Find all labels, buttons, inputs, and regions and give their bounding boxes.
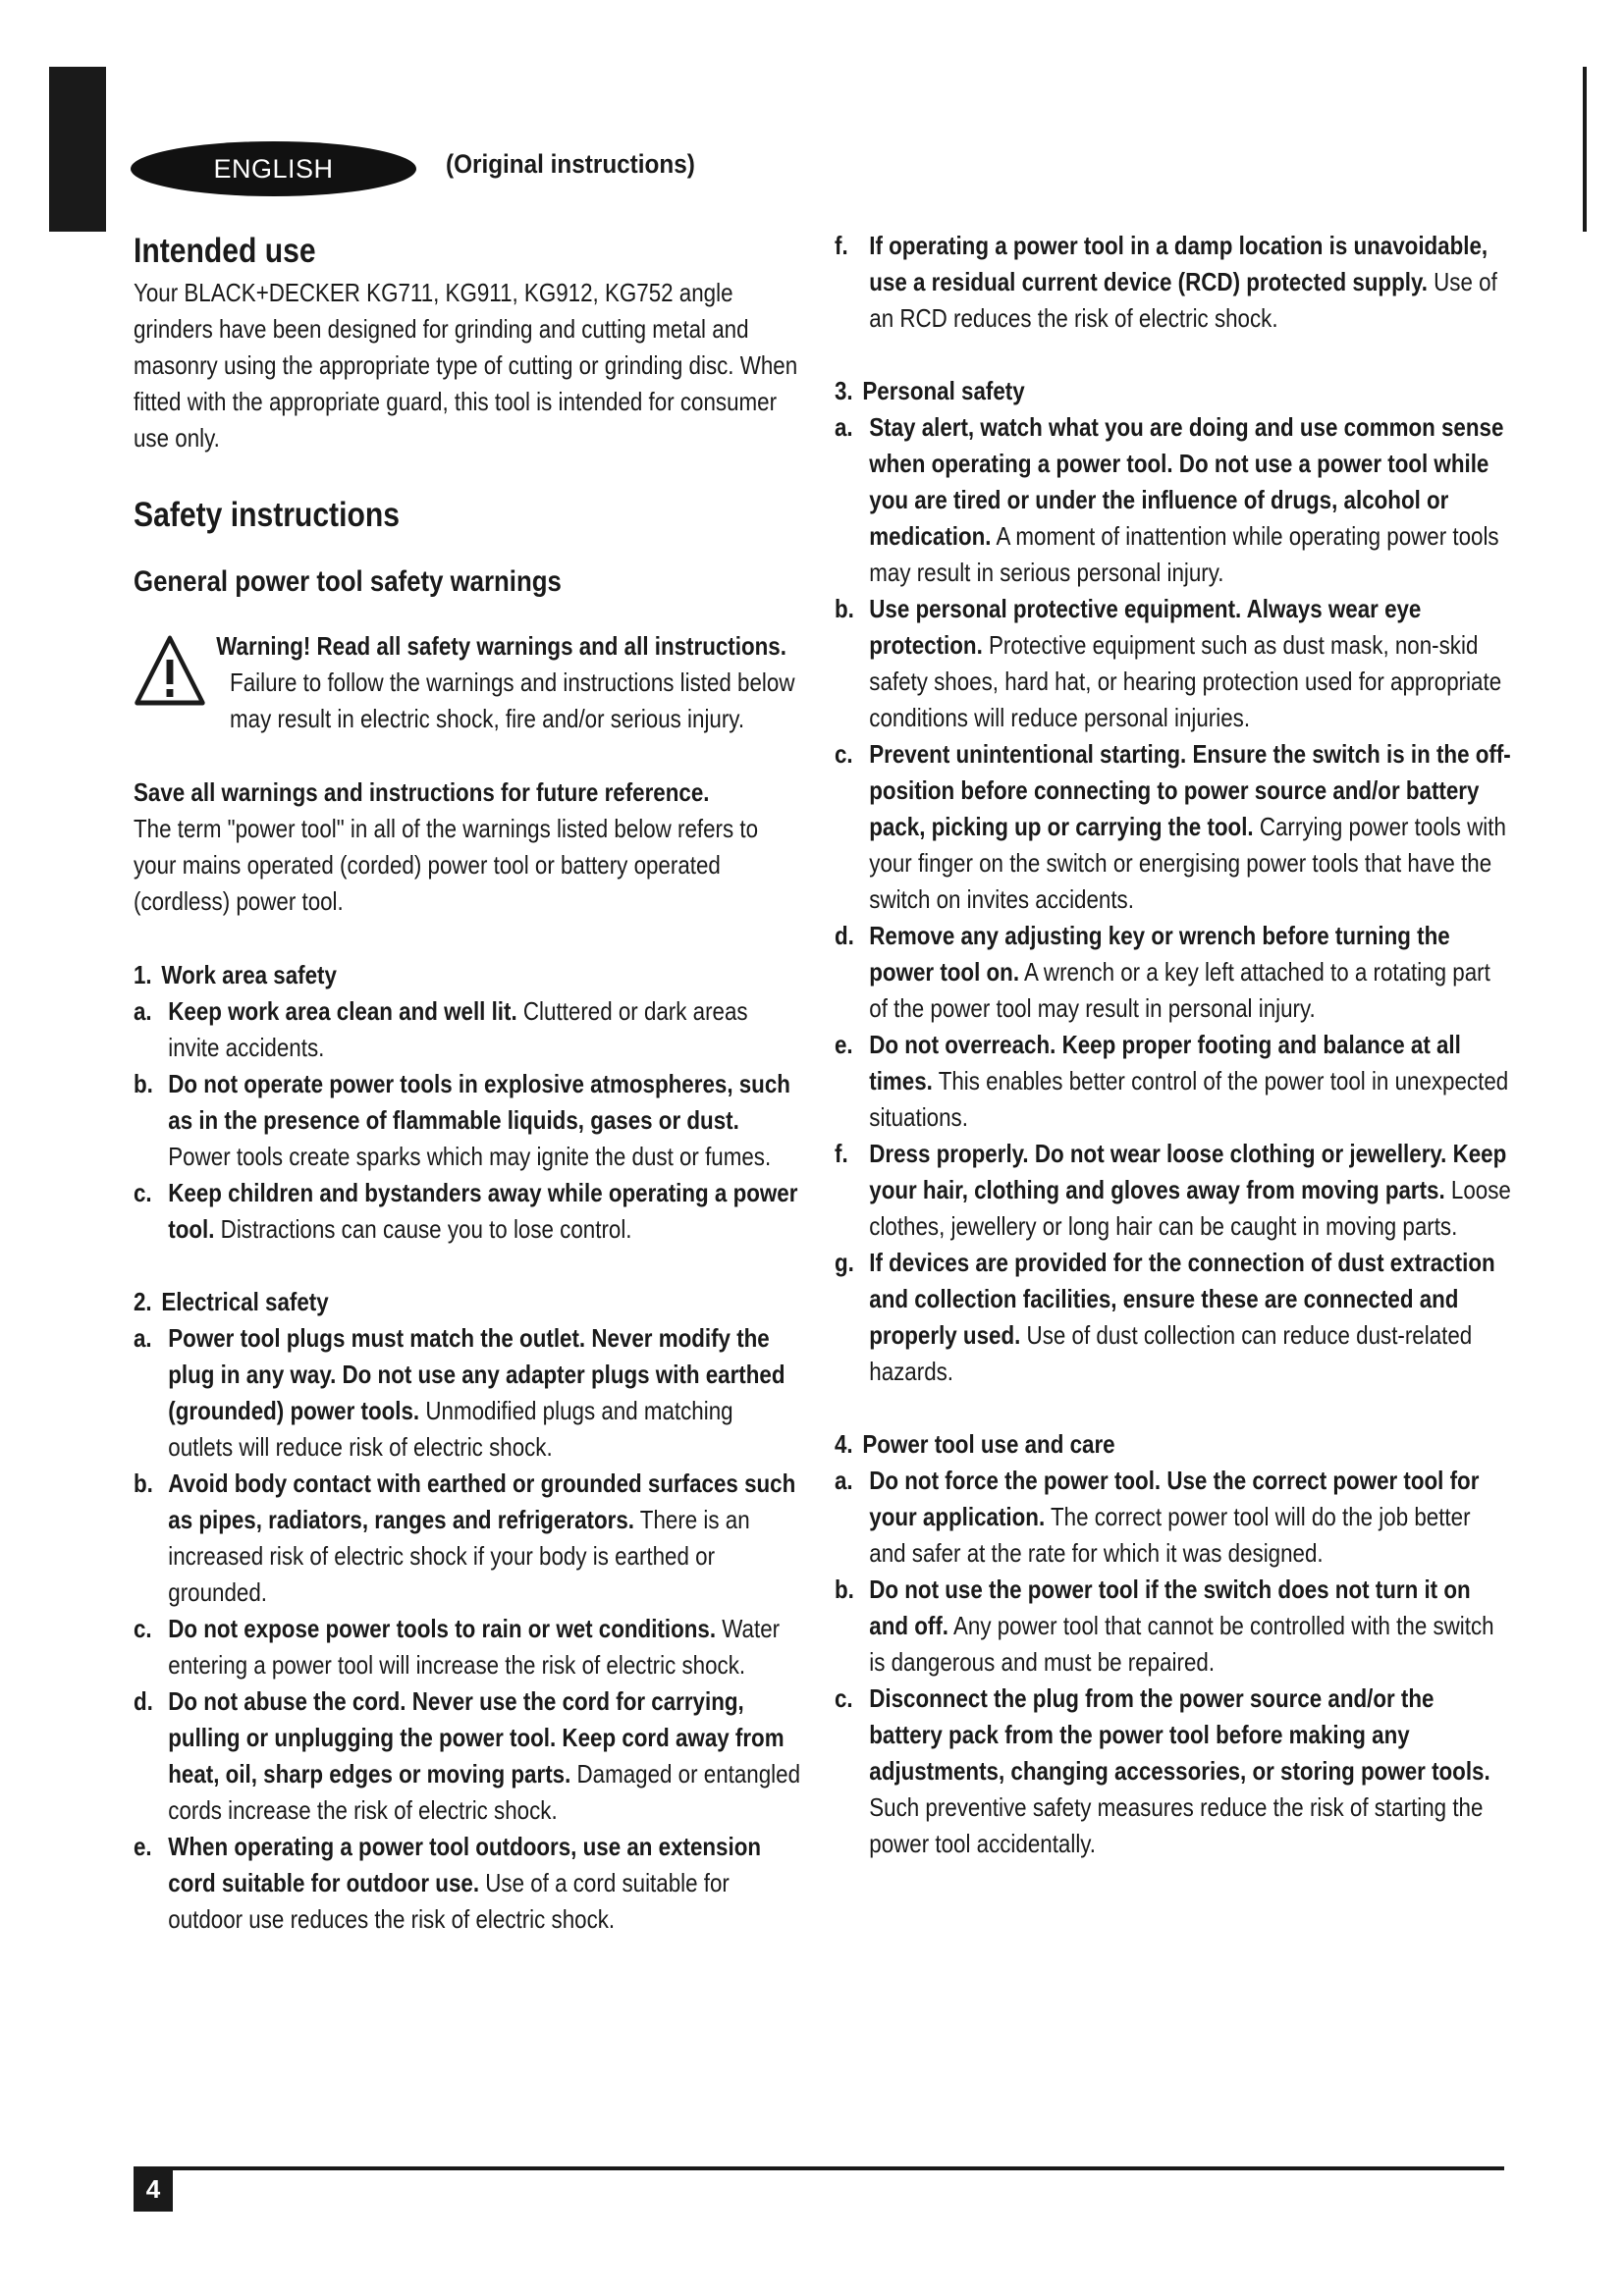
list-item: e. When operating a power tool outdoors, use an extension cord suitable for outdoor use. Use of a cord suitable for outdoor use reduces the risk of electric shock. xyxy=(134,1832,762,1934)
language-tab-bar xyxy=(49,67,106,232)
list-item: a. Stay alert, watch what you are doing and use common sense when operating a power tool. Do not use a power tool while you are tired or under the influence of drugs, alcohol or medication. A moment of inattention while operating power tools may result in serious personal injury. xyxy=(835,412,1504,587)
list-item: a. Do not force the power tool. Use the correct power tool for your application. The correct power tool will do the job better and safer at the rate for which it was designed. xyxy=(835,1466,1480,1568)
intended-use-text: Your BLACK+DECKER KG711, KG911, KG912, KG752 angle grinders have been designed for grinding and cutting metal and masonry using the appropriate type of cutting or grinding disc. When fitted with the appropriate guard, this tool is intended for consumer use only. xyxy=(134,278,798,453)
list-item: d. Remove any adjusting key or wrench before turning the power tool on. A wrench or a key left attached to a rotating part of the power tool may result in personal injury. xyxy=(835,921,1490,1023)
intended-use-heading: Intended use xyxy=(134,232,316,270)
list-item: c. Disconnect the plug from the power source and/or the battery pack from the power tool before making any adjustments, changing accessories, or storing power tools. Such preventive safety measures reduce the risk of starting the power tool accidentally. xyxy=(835,1683,1490,1858)
warning-text: Failure to follow the warnings and instructions listed below may result in electric shock, fire and/or serious injury. xyxy=(230,667,795,733)
save-instructions: Save all warnings and instructions for future reference. xyxy=(134,777,710,807)
list-item: b. Do not use the power tool if the switch does not turn it on and off. Any power tool that cannot be controlled with the switch is dangerous and must be repaired. xyxy=(835,1575,1494,1677)
general-warnings-heading: General power tool safety warnings xyxy=(134,565,562,598)
section-heading: 1. Work area safety xyxy=(134,960,337,989)
warning-title: Warning! Read all safety warnings and all instructions. xyxy=(216,631,786,661)
list-item: c. Keep children and bystanders away while operating a power tool. Distractions can cause you to lose control. xyxy=(134,1178,798,1244)
safety-heading: Safety instructions xyxy=(134,496,400,534)
list-item: f. If operating a power tool in a damp location is unavoidable, use a residual current device (RCD) protected supply. Use of an RCD reduces the risk of electric shock. xyxy=(835,231,1497,333)
language-badge: ENGLISH xyxy=(131,141,416,196)
section-heading: 4. Power tool use and care xyxy=(835,1429,1115,1459)
list-item: c. Prevent unintentional starting. Ensure the switch is in the off-position before connecting to power source and/or battery pack, picking up or carrying the tool. Carrying power tools with your finger on the switch or energising power tools that have the switch on invites accidents. xyxy=(835,739,1511,914)
list-item: c. Do not expose power tools to rain or wet conditions. Water entering a power tool will increase the risk of electric shock. xyxy=(134,1614,781,1680)
list-item: b. Avoid body contact with earthed or grounded surfaces such as pipes, radiators, ranges and refrigerators. There is an increased risk of electric shock if your body is earthed or grounded. xyxy=(134,1468,796,1607)
warning-block xyxy=(134,628,801,737)
right-column xyxy=(835,228,1512,1862)
list-item: b. Use personal protective equipment. Always wear eye protection. Protective equipment such as dust mask, non-skid safety shoes, hard hat, or hearing protection used for appropriate conditions will reduce personal injuries. xyxy=(835,594,1502,732)
list-item: b. Do not operate power tools in explosive atmospheres, such as in the presence of flammable liquids, gases or dust. Power tools create sparks which may ignite the dust or fumes. xyxy=(134,1069,790,1171)
left-column xyxy=(134,228,801,1938)
section-heading: 3. Personal safety xyxy=(835,376,1025,405)
footer-rule xyxy=(134,2166,1504,2170)
page-number: 4 xyxy=(134,2167,173,2212)
power-tool-term: The term "power tool" in all of the warnings listed below refers to your mains operated (corded) power tool or battery operated (cordless) power tool. xyxy=(134,814,759,916)
list-item: e. Do not overreach. Keep proper footing and balance at all times. This enables better control of the power tool in unexpected situations. xyxy=(835,1030,1509,1132)
list-item: g. If devices are provided for the connection of dust extraction and collection facilities, ensure these are connected and properly used. Use of dust collection can reduce dust-related hazards. xyxy=(835,1248,1495,1386)
warning-triangle-icon xyxy=(134,634,206,707)
section-heading: 2. Electrical safety xyxy=(134,1287,329,1316)
margin-rule xyxy=(1583,67,1587,232)
list-item: f. Dress properly. Do not wear loose clothing or jewellery. Keep your hair, clothing and gloves away from moving parts. Loose clothes, jewellery or long hair can be caught in moving parts. xyxy=(835,1139,1511,1241)
list-item: a. Power tool plugs must match the outlet. Never modify the plug in any way. Do not use any adapter plugs with earthed (grounded) power tools. Unmodified plugs and matching outlets will reduce risk of electric shock. xyxy=(134,1323,785,1462)
list-item: a. Keep work area clean and well lit. Cluttered or dark areas invite accidents. xyxy=(134,996,748,1062)
document-subtitle: (Original instructions) xyxy=(446,149,695,179)
list-item: d. Do not abuse the cord. Never use the cord for carrying, pulling or unplugging the power tool. Keep cord away from heat, oil, sharp edges or moving parts. Damaged or entangled cords increase the risk of electric shock. xyxy=(134,1686,801,1825)
